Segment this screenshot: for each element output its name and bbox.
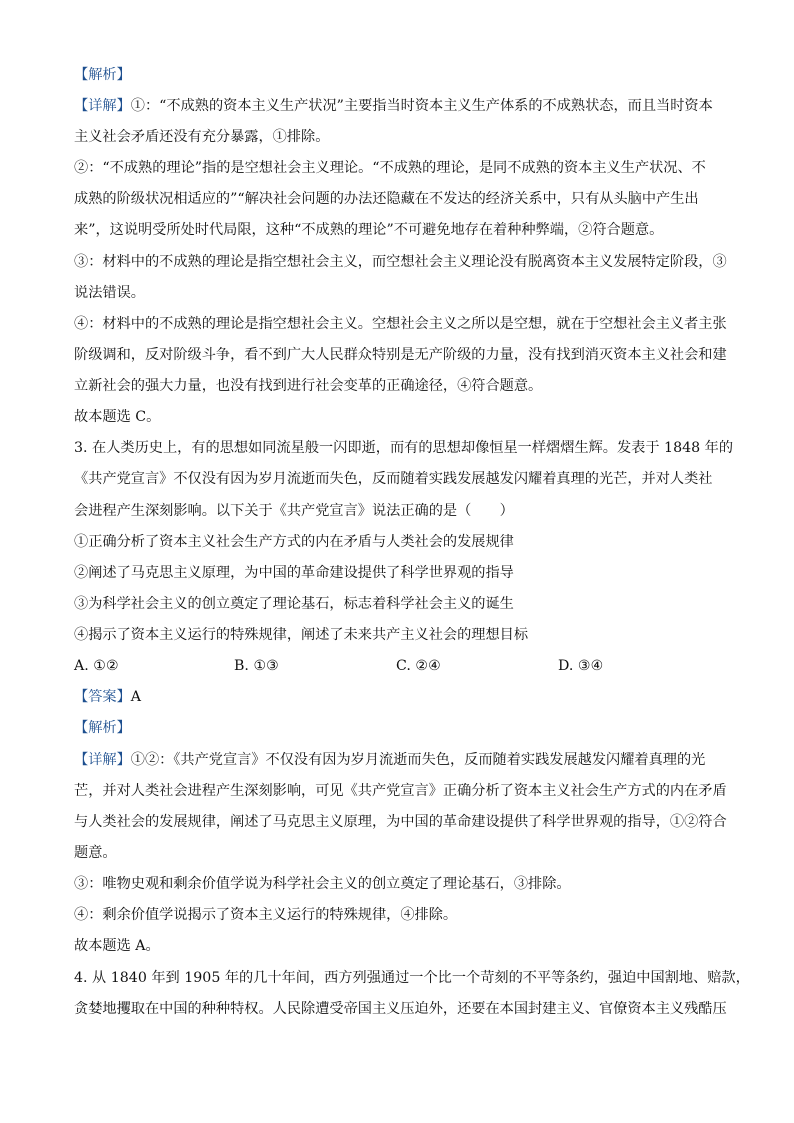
option-c: C. ②④ bbox=[396, 658, 441, 674]
detail-label: 【详解】 bbox=[74, 98, 131, 114]
conclusion-line: 故本题选 A。 bbox=[74, 938, 160, 954]
statement-item: ①正确分析了资本主义社会生产方式的内在矛盾与人类社会的发展规律 bbox=[74, 534, 514, 550]
option-d: D. ③④ bbox=[558, 658, 604, 674]
answer-value: A bbox=[130, 689, 142, 705]
answer-line bbox=[74, 687, 724, 707]
text-line: ③：材料中的不成熟的理论是指空想社会主义，而空想社会主义理论没有脱离资本主义发展特定阶段，③ bbox=[74, 254, 727, 270]
text-line: 来”，这说明受所处时代局限，这种“不成熟的理论”不可避免地存在着种种弊端，②符合题意。 bbox=[74, 222, 664, 238]
question-stem-line: 贪婪地攫取在中国的种种特权。人民除遭受帝国主义压迫外，还要在本国封建主义、官僚资本主义残酷压 bbox=[74, 1001, 727, 1017]
question-stem-line: 会进程产生深刻影响。以下关于《共产党宣言》说法正确的是（ ） bbox=[74, 503, 514, 519]
conclusion-line: 故本题选 C。 bbox=[74, 409, 161, 425]
detail-paragraph-line bbox=[74, 96, 724, 116]
text-line: ②：“不成熟的理论”指的是空想社会主义理论。“不成熟的理论，是同不成熟的资本主义生产状况、不 bbox=[74, 160, 706, 176]
text-line: 芒，并对人类社会进程产生深刻影响，可见《共产党宣言》正确分析了资本主义社会生产方式的内在矛盾 bbox=[74, 783, 727, 799]
analysis-heading: 【解析】 bbox=[74, 720, 131, 736]
text-line: ④：剩余价值学说揭示了资本主义运行的特殊规律，④排除。 bbox=[74, 907, 458, 923]
option-b: B. ①③ bbox=[234, 658, 279, 674]
text-line: ①：“不成熟的资本主义生产状况”主要指当时资本主义生产体系的不成熟状态，而且当时资本 bbox=[130, 98, 713, 114]
options-row bbox=[74, 656, 724, 676]
detail-paragraph-line bbox=[74, 750, 724, 770]
text-line: ①②：《共产党宣言》不仅没有因为岁月流逝而失色，反而随着实践发展越发闪耀着真理的光 bbox=[130, 752, 706, 768]
text-line: 立新社会的强大力量，也没有找到进行社会变革的正确途径，④符合题意。 bbox=[74, 378, 543, 394]
text-line: ③：唯物史观和剩余价值学说为科学社会主义的创立奠定了理论基石，③排除。 bbox=[74, 876, 571, 892]
answer-label: 【答案】 bbox=[74, 689, 131, 705]
text-line: 说法错误。 bbox=[74, 285, 145, 301]
statement-item: ③为科学社会主义的创立奠定了理论基石，标志着科学社会主义的诞生 bbox=[74, 596, 514, 612]
option-a: A. ①② bbox=[74, 658, 119, 674]
statement-item: ④揭示了资本主义运行的特殊规律，阐述了未来共产主义社会的理想目标 bbox=[74, 627, 529, 643]
question-stem-line: 4. 从 1840 年到 1905 年的几十年间，西方列强通过一个比一个苛刻的不平等条约，强迫中国割地、赔款， bbox=[74, 970, 750, 986]
statement-item: ②阐述了马克思主义原理，为中国的革命建设提供了科学世界观的指导 bbox=[74, 565, 514, 581]
text-line: 主义社会矛盾还没有充分暴露，①排除。 bbox=[74, 129, 330, 145]
text-line: ④：材料中的不成熟的理论是指空想社会主义。空想社会主义之所以是空想，就在于空想社会主义者主张 bbox=[74, 316, 727, 332]
text-line: 题意。 bbox=[74, 845, 117, 861]
question-stem-line: 3. 在人类历史上，有的思想如同流星般一闪即逝，而有的思想却像恒星一样熠熠生辉。发表于 1848 年的 bbox=[74, 440, 734, 456]
text-line: 阶级调和，反对阶级斗争，看不到广大人民群众特别是无产阶级的力量，没有找到消灭资本主义社会和建 bbox=[74, 347, 727, 363]
detail-label: 【详解】 bbox=[74, 752, 131, 768]
text-line: 与人类社会的发展规律，阐述了马克思主义原理，为中国的革命建设提供了科学世界观的指导，①②符合 bbox=[74, 814, 727, 830]
analysis-heading: 【解析】 bbox=[74, 67, 131, 83]
text-line: 成熟的阶级状况相适应的”“解决社会问题的办法还隐藏在不发达的经济关系中，只有从头脑中产生出 bbox=[74, 191, 699, 207]
question-stem-line: 《共产党宣言》不仅没有因为岁月流逝而失色，反而随着实践发展越发闪耀着真理的光芒，并对人类社 bbox=[74, 471, 713, 487]
